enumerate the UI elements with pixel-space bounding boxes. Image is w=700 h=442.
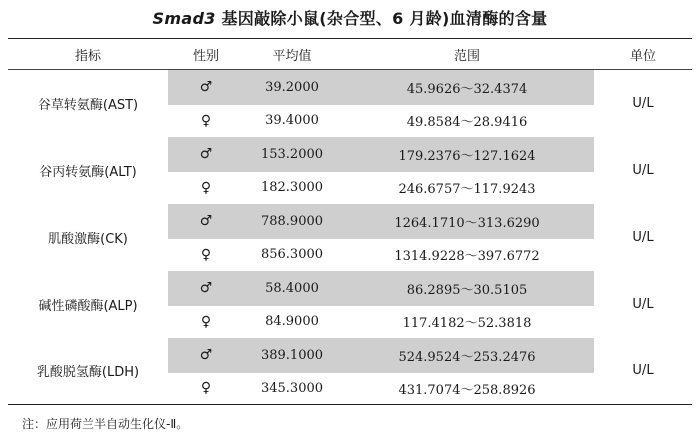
mean-value: 153.2000 — [244, 137, 340, 172]
enzyme-name: 乳酸脱氢酶(LDH) — [8, 338, 168, 405]
sex-female: ♀ — [200, 179, 212, 196]
range-value: 86.2895～30.5105 — [340, 271, 594, 306]
mean-value: 182.3000 — [260, 180, 324, 195]
table-title — [0, 6, 700, 29]
range-value: 179.2376～127.1624 — [340, 137, 594, 172]
mean-value: 788.9000 — [244, 204, 340, 239]
mean-value: 856.3000 — [260, 247, 324, 262]
header-unit: 单位 — [594, 39, 692, 70]
mean-value: 84.9000 — [265, 314, 319, 329]
mean-value: 345.3000 — [244, 373, 340, 405]
gene-name: Smad3 — [152, 9, 216, 28]
sex-female: ♀ — [200, 313, 212, 330]
unit-value: U/L — [632, 296, 654, 312]
sex-female: ♀ — [200, 246, 212, 263]
header-mean: 平均值 — [244, 39, 340, 70]
table-row — [8, 204, 692, 239]
range-value: 524.9524～253.2476 — [340, 338, 594, 373]
unit-value: U/L — [632, 229, 654, 245]
sex-male: ♂ — [168, 204, 244, 239]
sex-male: ♂ — [168, 338, 244, 373]
enzyme-name: 谷草转氨酶(AST) — [37, 97, 139, 113]
range-value: 246.6757～117.9243 — [398, 182, 536, 197]
header-row — [8, 39, 692, 70]
unit-value: U/L — [632, 95, 654, 111]
enzyme-name: 肌酸激酶(CK) — [48, 231, 128, 247]
range-value: 45.9626～32.4374 — [340, 70, 594, 105]
sex-male: ♂ — [168, 70, 244, 105]
table-note: 注：应用荷兰半自动生化仪-Ⅱ。 — [22, 417, 189, 431]
table-row — [8, 70, 692, 105]
range-value: 1314.9228～397.6772 — [394, 249, 540, 264]
mean-value: 389.1000 — [244, 338, 340, 373]
unit-value: U/L — [594, 338, 692, 405]
enzyme-name: 碱性磷酸酶(ALP) — [38, 298, 138, 314]
mean-value: 39.2000 — [244, 70, 340, 105]
sex-male: ♂ — [168, 271, 244, 306]
sex-female: ♀ — [200, 112, 212, 129]
title-text: 基因敲除小鼠(杂合型、6 月龄)血清酶的含量 — [215, 9, 548, 28]
mean-value: 58.4000 — [244, 271, 340, 306]
header-range: 范围 — [340, 39, 594, 70]
range-value: 431.7074～258.8926 — [340, 373, 594, 405]
table-row — [8, 338, 692, 373]
sex-male: ♂ — [168, 137, 244, 172]
enzyme-table — [8, 38, 692, 405]
mean-value: 39.4000 — [265, 113, 319, 128]
range-value: 117.4182～52.3818 — [402, 316, 532, 331]
sex-female: ♀ — [168, 373, 244, 405]
table-row — [8, 271, 692, 306]
table-row — [8, 137, 692, 172]
unit-value: U/L — [632, 162, 654, 178]
range-value: 1264.1710～313.6290 — [340, 204, 594, 239]
range-value: 49.8584～28.9416 — [406, 115, 528, 130]
header-sex: 性别 — [168, 39, 244, 70]
enzyme-name: 谷丙转氨酶(ALT) — [39, 164, 137, 180]
header-indicator: 指标 — [8, 39, 168, 70]
